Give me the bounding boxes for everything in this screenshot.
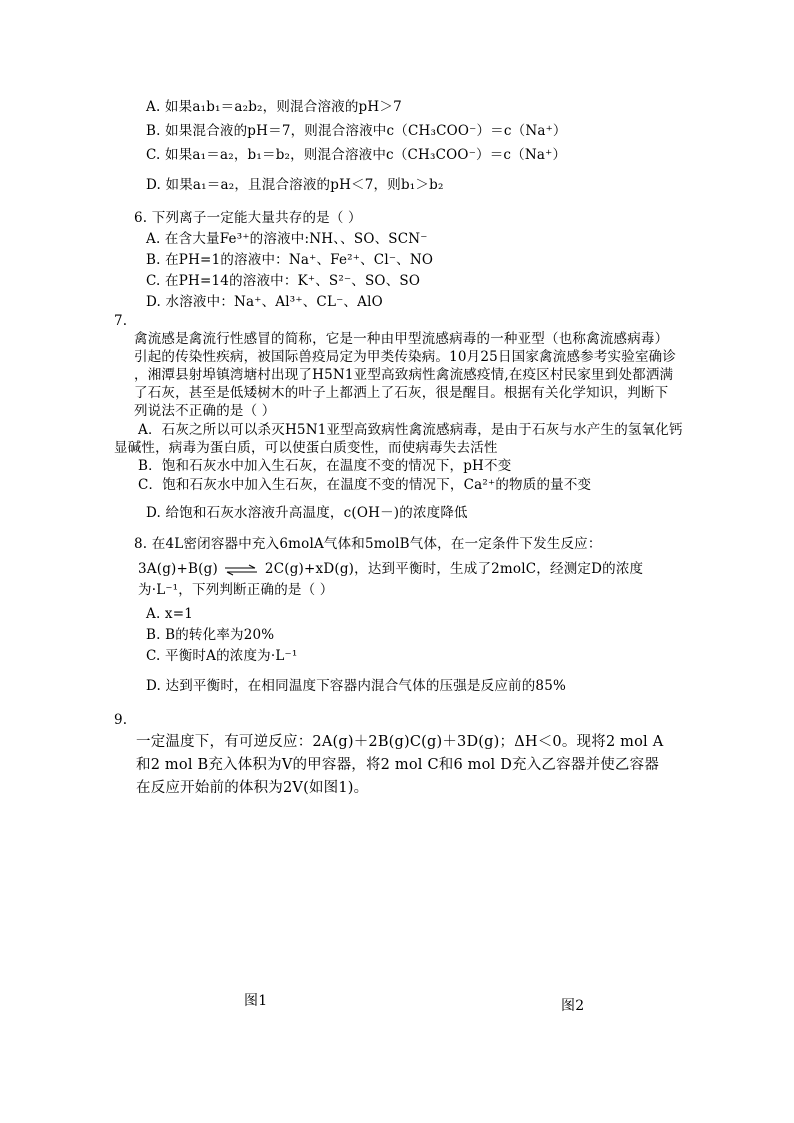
reversible-arrow-icon — [224, 564, 258, 576]
q7-option-a-line-1: A．石灰之所以可以杀灭H5N1亚型高致病性禽流感病毒，是由于石灰与水产生的氢氧化钙 — [138, 422, 683, 438]
q9-line-2: 和2 mol B充入体积为V的甲容器，将2 mol C和6 mol D充入乙容器并使乙容器 — [136, 757, 660, 773]
q7-stem-line-5: 列说法不正确的是（ ） — [134, 403, 276, 419]
q6-option-a: A. 在含大量Fe³⁺的溶液中:NH、、SO、SCN⁻ — [146, 231, 428, 247]
q8-stem-line-1: 8. 在4L密闭容器中充入6molA气体和5molB气体，在一定条件下发生反应： — [134, 536, 602, 552]
q7-option-c: C．饱和石灰水中加入生石灰，在温度不变的情况下，Ca²⁺的物质的量不变 — [138, 477, 592, 493]
q8-equation-right: 2C(g)+xD(g)，达到平衡时，生成了2molC，经测定D的浓度 — [264, 561, 644, 577]
q5-option-b: B. 如果混合液的pH＝7，则混合溶液中c（CH₃COO⁻）＝c（Na⁺） — [146, 123, 567, 139]
q7-stem-line-3: ，湘潭县射埠镇湾塘村出现了H5N1亚型高致病性禽流感疫情,在疫区村民家里到处都洒满 — [134, 367, 674, 383]
q5-option-d: D. 如果a₁＝a₂，且混合溶液的pH＜7，则b₁＞b₂ — [146, 177, 444, 193]
q7-stem-line-4: 了石灰，甚至是低矮树木的叶子上都洒上了石灰，很是醒目。根据有关化学知识，判断下 — [134, 385, 669, 401]
q7-option-b: B．饱和石灰水中加入生石灰，在温度不变的情况下，pH不变 — [138, 458, 512, 474]
q7-option-a-line-2: 显碱性，病毒为蛋白质，可以使蛋白质变性，而使病毒失去活性 — [114, 440, 498, 456]
q9-line-1: 一定温度下，有可逆反应：2A(g)＋2B(g)C(g)＋3D(g)；ΔH＜0。现将2 mol A — [136, 734, 664, 750]
figure-1-caption: 图1 — [244, 993, 268, 1009]
q7-number: 7. — [114, 313, 128, 329]
q7-stem-line-2: 引起的传染性疾病，被国际兽疫局定为甲类传染病。10月25日国家禽流感参考实验室确诊 — [134, 349, 677, 365]
q8-option-d: D. 达到平衡时，在相同温度下容器内混合气体的压强是反应前的85% — [146, 678, 567, 694]
q8-option-c: C. 平衡时A的浓度为·L⁻¹ — [146, 648, 298, 664]
q8-stem-line-3: 为·L⁻¹，下列判断正确的是（ ） — [138, 582, 334, 598]
q9-number: 9. — [114, 712, 128, 728]
q7-stem-line-1: 禽流感是禽流行性感冒的简称，它是一种由甲型流感病毒的一种亚型（也称禽流感病毒） — [134, 331, 669, 347]
q8-equation-left: 3A(g)+B(g) — [138, 561, 218, 577]
q7-option-d: D. 给饱和石灰水溶液升高温度，c(OH－)的浓度降低 — [146, 505, 468, 521]
q6-option-d: D. 水溶液中：Na⁺、Al³⁺、CL⁻、AlO — [146, 294, 383, 310]
q9-line-3: 在反应开始前的体积为2V(如图1)。 — [136, 780, 369, 796]
q6-option-b: B. 在PH=1的溶液中：Na⁺、Fe²⁺、Cl⁻、NO — [146, 252, 434, 268]
figure-2-caption: 图2 — [561, 998, 585, 1014]
q6-option-c: C. 在PH=14的溶液中：K⁺、S²⁻、SO、SO — [146, 273, 421, 289]
q8-option-b: B. B的转化率为20% — [146, 627, 275, 643]
q8-equation — [138, 561, 643, 577]
q6-stem: 6. 下列离子一定能大量共存的是（ ） — [134, 210, 362, 226]
q8-option-a: A. x=1 — [146, 606, 194, 622]
q5-option-c: C. 如果a₁＝a₂，b₁＝b₂，则混合溶液中c（CH₃COO⁻）＝c（Na⁺） — [146, 147, 567, 163]
q5-option-a: A. 如果a₁b₁＝a₂b₂，则混合溶液的pH＞7 — [146, 99, 402, 115]
